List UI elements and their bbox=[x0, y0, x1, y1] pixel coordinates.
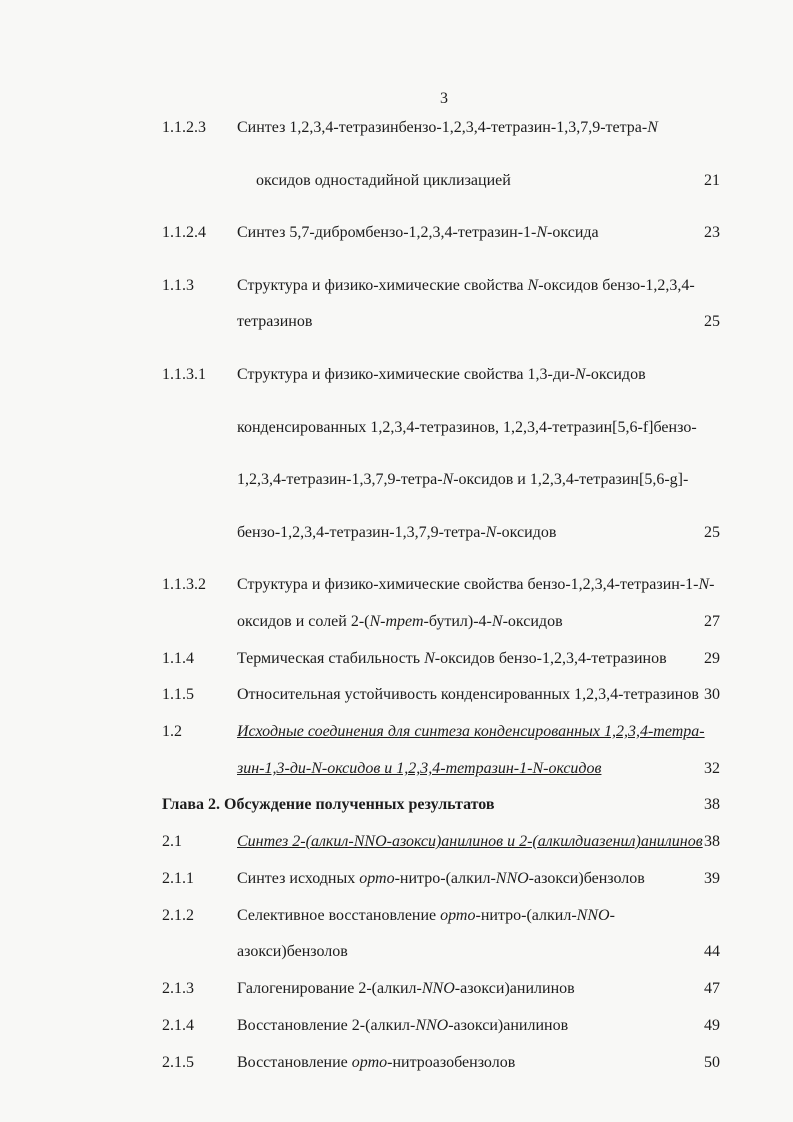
toc-number: 2.1.1 bbox=[162, 870, 194, 887]
toc-page: 32 bbox=[704, 760, 720, 777]
toc-title: азокси)бензолов bbox=[237, 943, 348, 960]
toc-title: оксидов одностадийной циклизацией bbox=[256, 172, 511, 189]
toc-number: 1.1.3.2 bbox=[162, 576, 206, 593]
toc-title: оксидов и солей 2-(N-трет-бутил)-4-N-оксидов bbox=[237, 613, 563, 630]
page-number: 3 bbox=[440, 90, 448, 107]
toc-number: 1.1.2.4 bbox=[162, 224, 206, 241]
toc-title: Структура и физико-химические свойства N-оксидов бензо-1,2,3,4- bbox=[237, 277, 695, 294]
toc-page: 30 bbox=[704, 686, 720, 703]
toc-title: Исходные соединения для синтеза конденсированных 1,2,3,4-тетра- bbox=[237, 723, 705, 740]
toc-page: 27 bbox=[704, 613, 720, 630]
toc-number: 2.1.4 bbox=[162, 1017, 194, 1034]
toc-title: Структура и физико-химические свойства бензо-1,2,3,4-тетразин-1-N- bbox=[237, 576, 715, 593]
toc-title: Восстановление орто-нитроазобензолов bbox=[237, 1054, 516, 1071]
toc-title: Синтез 1,2,3,4-тетразинбензо-1,2,3,4-тетразин-1,3,7,9-тетра-N bbox=[237, 119, 658, 136]
toc-page: 21 bbox=[704, 172, 720, 189]
toc-number: 2.1.2 bbox=[162, 907, 194, 924]
toc-page: 29 bbox=[704, 650, 720, 667]
toc-page: 50 bbox=[704, 1054, 720, 1071]
toc-number: 1.1.2.3 bbox=[162, 119, 206, 136]
toc-page: 39 bbox=[704, 870, 720, 887]
toc-title: 1,2,3,4-тетразин-1,3,7,9-тетра-N-оксидов и 1,2,3,4-тетразин[5,6-g]- bbox=[237, 471, 689, 488]
toc-title: тетразинов bbox=[237, 313, 313, 330]
toc-title: конденсированных 1,2,3,4-тетразинов, 1,2,3,4-тетразин[5,6-f]бензо- bbox=[237, 419, 697, 436]
toc-title: Синтез 5,7-дибромбензо-1,2,3,4-тетразин-1-N-оксида bbox=[237, 224, 599, 241]
toc-number: 1.1.3.1 bbox=[162, 366, 206, 383]
toc-number: 2.1 bbox=[162, 833, 182, 850]
chapter-title: Глава 2. Обсуждение полученных результатов bbox=[162, 796, 495, 813]
toc-number: 1.1.5 bbox=[162, 686, 194, 703]
toc-page: 38 bbox=[704, 833, 720, 850]
toc-page: 44 bbox=[704, 943, 720, 960]
toc-title: Термическая стабильность N-оксидов бензо-1,2,3,4-тетразинов bbox=[237, 650, 667, 667]
toc-title: бензо-1,2,3,4-тетразин-1,3,7,9-тетра-N-оксидов bbox=[237, 524, 557, 541]
toc-number: 1.1.3 bbox=[162, 277, 194, 294]
toc-number: 1.1.4 bbox=[162, 650, 194, 667]
toc-number: 2.1.3 bbox=[162, 980, 194, 997]
toc-title: Галогенирование 2-(алкил-NNO-азокси)анилинов bbox=[237, 980, 575, 997]
toc-title: Относительная устойчивость конденсированных 1,2,3,4-тетразинов bbox=[237, 686, 699, 703]
toc-page: 49 bbox=[704, 1017, 720, 1034]
toc-page: 23 bbox=[704, 224, 720, 241]
toc-title: Селективное восстановление орто-нитро-(алкил-NNO- bbox=[237, 907, 615, 924]
toc-number: 2.1.5 bbox=[162, 1054, 194, 1071]
toc-page: 47 bbox=[704, 980, 720, 997]
toc-page: 25 bbox=[704, 313, 720, 330]
toc-title: Структура и физико-химические свойства 1,3-ди-N-оксидов bbox=[237, 366, 646, 383]
toc-number: 1.2 bbox=[162, 723, 182, 740]
toc-title: Синтез 2-(алкил-NNO-азокси)анилинов и 2-(алкилдиазенил)анилинов bbox=[237, 833, 703, 850]
toc-title: зин-1,3-ди-N-оксидов и 1,2,3,4-тетразин-1-N-оксидов bbox=[237, 760, 602, 777]
toc-title: Восстановление 2-(алкил-NNO-азокси)анилинов bbox=[237, 1017, 569, 1034]
toc-page: 38 bbox=[704, 796, 720, 813]
toc-title: Синтез исходных орто-нитро-(алкил-NNO-азокси)бензолов bbox=[237, 870, 645, 887]
toc-page: 25 bbox=[704, 524, 720, 541]
